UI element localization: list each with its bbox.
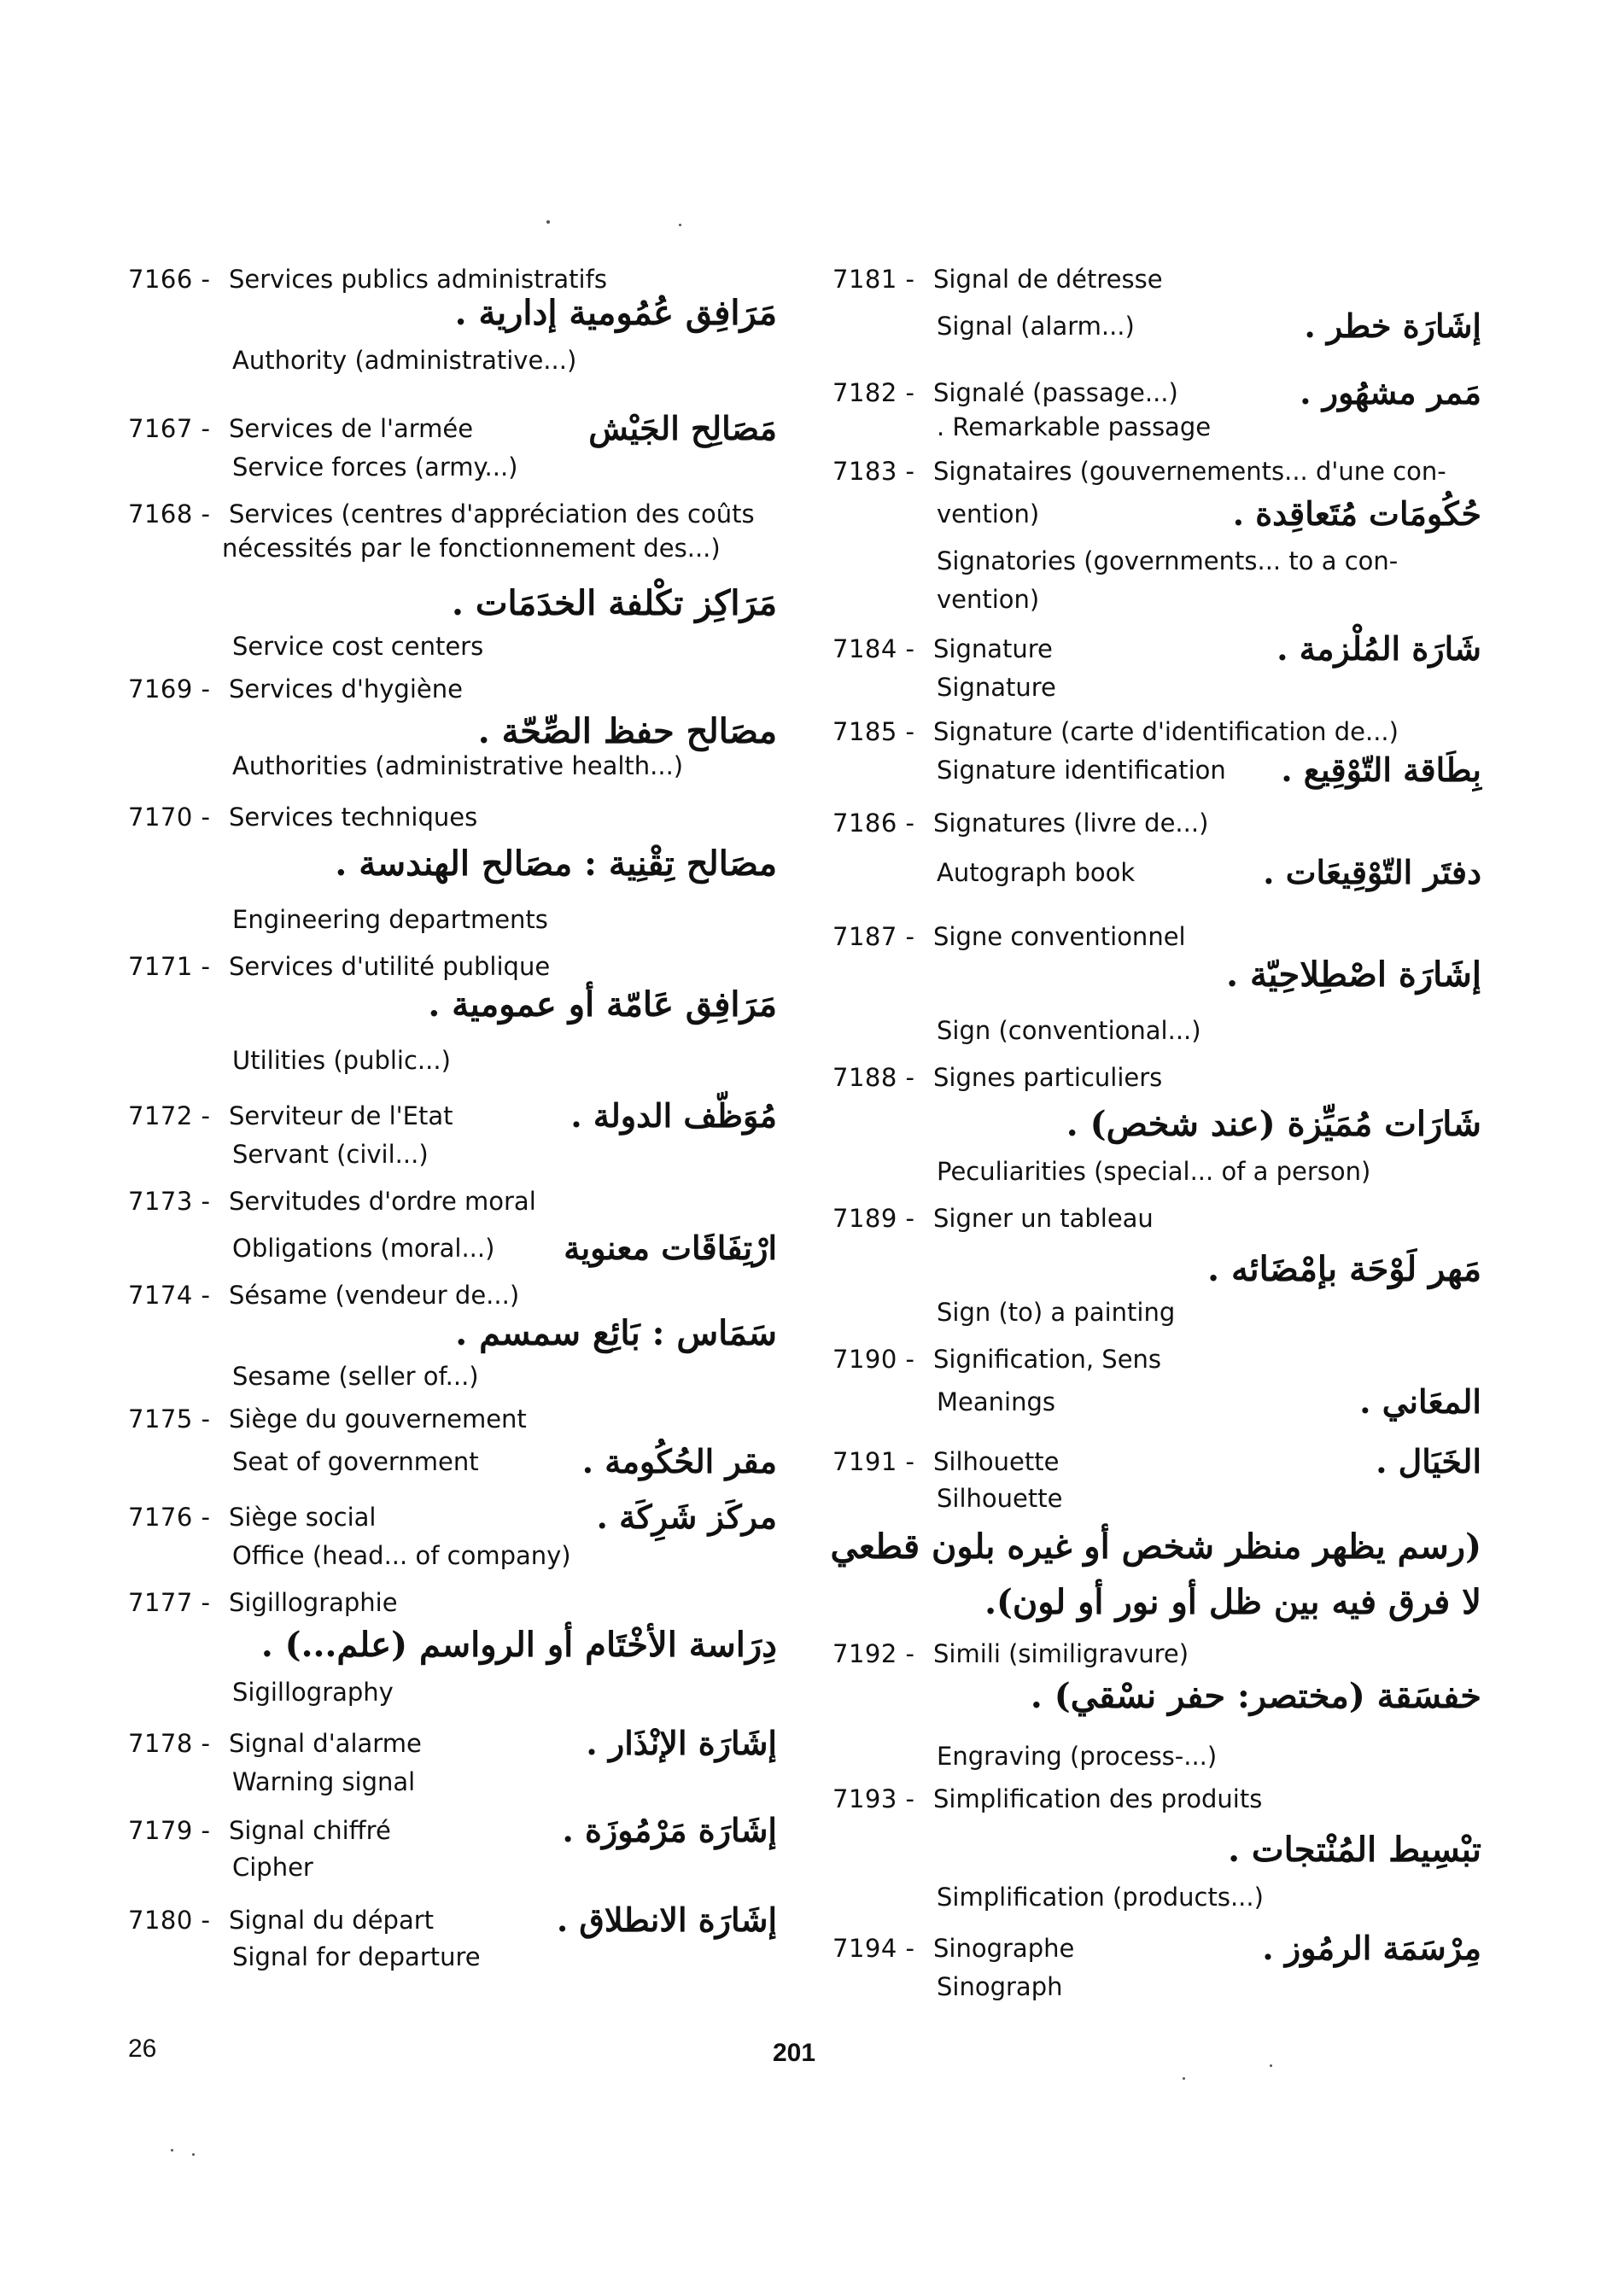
entry-headline [832, 1059, 1481, 1100]
entry-line [128, 1315, 777, 1356]
english-translation: Office (head... of company) [232, 1541, 571, 1570]
entry-line [128, 1673, 777, 1714]
entry-line [128, 342, 777, 382]
french-term: Siège social [229, 1503, 377, 1532]
arabic-translation: المعَاني . [1359, 1382, 1481, 1421]
english-translation: Service cost centers [232, 632, 484, 661]
english-translation: Sesame (seller of...) [232, 1362, 479, 1391]
entry-line [128, 529, 777, 570]
entry-line [832, 495, 1481, 536]
french-term: Signer un tableau [933, 1204, 1154, 1233]
entry-number: 7184 - [832, 634, 915, 663]
entry-line [128, 1358, 777, 1398]
entry-headline [128, 410, 777, 451]
english-translation: Cipher [232, 1853, 313, 1882]
english-translation: Authority (administrative...) [232, 346, 577, 375]
french-term: Signal d'alarme [229, 1729, 422, 1758]
french-term: Services d'hygiène [229, 674, 463, 704]
arabic-translation: مصَالح تِقْنِية : مصَالح الهندسة . [335, 844, 777, 884]
arabic-translation: خفسَقة (مختصر: حفر نسْقي) . [1030, 1676, 1481, 1716]
entry-number: 7190 - [832, 1345, 915, 1374]
arabic-translation: شَارَات مُمَيِّزة (عند شخص) . [1066, 1104, 1481, 1144]
entry-number: 7172 - [128, 1101, 211, 1130]
entry-line [832, 542, 1481, 583]
french-term: Siège du gouvernement [229, 1404, 527, 1433]
entry-headline [128, 1400, 777, 1441]
arabic-translation: إشَارَة الانطلاق . [556, 1901, 777, 1939]
entry-number: 7192 - [832, 1639, 915, 1668]
english-translation: . Remarkable passage [937, 412, 1212, 441]
entry-number: 7182 - [832, 378, 915, 407]
english-translation: Silhouette [937, 1484, 1063, 1513]
english-translation: Engraving (process-...) [937, 1742, 1218, 1771]
entry-line [832, 669, 1481, 709]
entry-line [832, 1012, 1481, 1053]
french-term: Services de l'armée [229, 414, 474, 443]
french-term: Sigillographie [229, 1588, 398, 1617]
entry-line [128, 295, 777, 336]
english-translation: Sign (to) a painting [937, 1298, 1176, 1327]
scan-speck [171, 2149, 173, 2152]
arabic-translation: بِطَاقة التّوْقِيع . [1281, 750, 1481, 789]
french-term: Signal du départ [229, 1906, 435, 1935]
english-translation: Signal for departure [232, 1942, 481, 1971]
arabic-translation: ارْتِفَاقَات معنوية [564, 1229, 777, 1267]
entry-number: 7174 - [128, 1281, 211, 1310]
english-translation: Obligations (moral...) [232, 1234, 495, 1263]
entry-number: 7179 - [128, 1816, 211, 1845]
arabic-translation: سَمَاس : بَائِع سمسم . [455, 1313, 777, 1353]
entry-number: 7183 - [832, 457, 915, 486]
french-term: Signal chiffré [229, 1816, 391, 1845]
english-translation: Service forces (army...) [232, 453, 518, 482]
entry-line [128, 1042, 777, 1083]
arabic-translation: دِرَاسة الأخْتَام أو الرواسم (علم...) . [260, 1625, 777, 1665]
english-translation: Simplification (products...) [937, 1883, 1264, 1912]
english-translation: Sinograph [937, 1972, 1063, 2001]
arabic-translation: مصَالح حفظ الصِّحّة . [477, 711, 777, 751]
english-translation: Meanings [937, 1387, 1055, 1416]
english-translation: Warning signal [232, 1767, 416, 1796]
arabic-translation: مركَز شَرِكَة . [596, 1498, 777, 1536]
entry-headline [128, 1182, 777, 1223]
entry-number: 7171 - [128, 952, 211, 981]
entry-headline [128, 1498, 777, 1539]
scan-speck [546, 220, 550, 224]
scan-speck [679, 224, 681, 226]
entry-headline [128, 1276, 777, 1317]
folio-left: 26 [128, 2035, 157, 2063]
entry-headline [832, 1443, 1481, 1484]
french-term: Signification, Sens [933, 1345, 1162, 1374]
french-term: Services d'utilité publique [229, 952, 551, 981]
entry-headline [128, 1812, 777, 1853]
french-term: Services (centres d'appréciation des coûts [229, 499, 755, 528]
entry-line [128, 845, 777, 886]
entry-line [832, 854, 1481, 895]
entry-line [832, 956, 1481, 997]
arabic-translation: الخَيَال . [1376, 1442, 1481, 1480]
entry-line [832, 1153, 1481, 1194]
arabic-translation: (رسم يظهر منظر شخص أو غيره بلون قطعي [830, 1527, 1481, 1567]
entry-number: 7175 - [128, 1404, 211, 1433]
entry-line [832, 307, 1481, 348]
french-term: Signes particuliers [933, 1063, 1163, 1092]
entry-line [832, 1831, 1481, 1872]
english-translation: Signature [937, 673, 1056, 702]
arabic-translation: مَمر مشهُور . [1300, 373, 1481, 412]
entry-headline [832, 260, 1481, 301]
english-translation: Utilities (public...) [232, 1046, 451, 1075]
arabic-translation: حُكُومَات مُتَعاقِدة . [1232, 494, 1481, 533]
entry-headline [832, 1635, 1481, 1676]
arabic-translation: إشَارَة اصْطِلاحِيّة . [1226, 955, 1481, 995]
arabic-translation: مَرَاكِز تكْلفة الخدَمَات . [452, 583, 777, 623]
french-term: Signatures (livre de...) [933, 809, 1209, 838]
french-term: Serviteur de l'Etat [229, 1101, 453, 1130]
entry-headline [832, 453, 1481, 493]
entry-line [832, 1737, 1481, 1778]
entry-line [128, 1443, 777, 1484]
entry-line [128, 1229, 777, 1270]
arabic-translation: إشَارَة الإنْذَار . [586, 1724, 777, 1762]
entry-headline [832, 630, 1481, 671]
english-translation: Autograph book [937, 858, 1136, 887]
english-translation: Servant (civil...) [232, 1140, 429, 1169]
entry-headline [128, 1725, 777, 1766]
entry-line [128, 986, 777, 1027]
french-term: Servitudes d'ordre moral [229, 1187, 536, 1216]
entry-number: 7178 - [128, 1729, 211, 1758]
entry-line [832, 1968, 1481, 2009]
page-number: 201 [773, 2039, 816, 2067]
entry-line [832, 1293, 1481, 1334]
english-translation: vention) [937, 499, 1040, 528]
entry-headline [832, 1200, 1481, 1241]
entry-line [128, 448, 777, 489]
entry-number: 7176 - [128, 1503, 211, 1532]
arabic-translation: مِرْسَمَة الرمُوز . [1262, 1929, 1481, 1967]
entry-headline [128, 798, 777, 839]
entry-number: 7191 - [832, 1447, 915, 1476]
entry-number: 7185 - [832, 717, 915, 746]
entry-headline [832, 1780, 1481, 1821]
entry-line [832, 1251, 1481, 1292]
french-term: Sésame (vendeur de...) [229, 1281, 520, 1310]
entry-number: 7194 - [832, 1934, 915, 1963]
english-translation: Engineering departments [232, 905, 548, 934]
entry-line [128, 1938, 777, 1979]
french-term: Services techniques [229, 803, 478, 832]
entry-line [128, 901, 777, 942]
entry-line [832, 1383, 1481, 1424]
french-term: Signature [933, 634, 1053, 663]
entry-number: 7193 - [832, 1784, 915, 1813]
english-translation: Signal (alarm...) [937, 312, 1135, 341]
entry-line [832, 1528, 1481, 1569]
entry-number: 7170 - [128, 803, 211, 832]
entry-headline [832, 918, 1481, 959]
entry-line [832, 1878, 1481, 1919]
english-translation: vention) [937, 585, 1040, 614]
entry-line [128, 1848, 777, 1889]
entry-headline [832, 713, 1481, 754]
arabic-translation: لا فرق فيه بين ظل أو نور أو لون). [984, 1582, 1481, 1622]
entry-number: 7167 - [128, 414, 211, 443]
french-term: Signe conventionnel [933, 922, 1186, 951]
french-term: Simili (similigravure) [933, 1639, 1189, 1668]
arabic-translation: مَصَالِح الجَيْش [588, 409, 777, 447]
entry-number: 7186 - [832, 809, 915, 838]
entry-number: 7173 - [128, 1187, 211, 1216]
arabic-translation: مَرَافِق عَامّة أو عمومية . [428, 984, 777, 1025]
entry-headline [128, 1901, 777, 1942]
arabic-translation: إشَارَة خطر . [1304, 307, 1481, 345]
entry-number: 7177 - [128, 1588, 211, 1617]
entry-number: 7168 - [128, 499, 211, 528]
arabic-translation: شَارَة المُلْزمة . [1276, 629, 1481, 668]
arabic-translation: إشَارَة مَرْمُوزَة . [562, 1811, 777, 1849]
english-translation: Signature identification [937, 756, 1226, 785]
french-term: Silhouette [933, 1447, 1060, 1476]
scan-speck [1183, 2077, 1185, 2080]
entry-headline [832, 1930, 1481, 1971]
french-term: Services publics administratifs [229, 265, 607, 294]
entry-number: 7189 - [832, 1204, 915, 1233]
english-translation: Authorities (administrative health...) [232, 751, 684, 780]
arabic-translation: مَهر لَوْحَة بإمْضَائه . [1207, 1249, 1481, 1289]
entry-headline [832, 804, 1481, 845]
entry-line [832, 751, 1481, 792]
entry-headline [832, 1340, 1481, 1381]
entry-headline [128, 1097, 777, 1138]
entry-headline [128, 948, 777, 989]
english-translation: Seat of government [232, 1447, 479, 1476]
entry-line [128, 1136, 777, 1177]
french-term: Sinographe [933, 1934, 1075, 1963]
french-term: Signataires (gouvernements... d'une con- [933, 457, 1446, 486]
arabic-translation: مُوَظّف الدولة . [570, 1096, 777, 1135]
entry-headline [128, 670, 777, 711]
entry-number: 7166 - [128, 265, 211, 294]
entry-line [832, 581, 1481, 622]
entry-number: 7181 - [832, 265, 915, 294]
french-term: Signalé (passage...) [933, 378, 1178, 407]
entry-number: 7188 - [832, 1063, 915, 1092]
entry-line [128, 585, 777, 626]
french-term: Signature (carte d'identification de...) [933, 717, 1399, 746]
entry-line [832, 1584, 1481, 1625]
entry-line [832, 1678, 1481, 1719]
arabic-translation: مَرَافِق عُمُومية إدارية . [454, 293, 777, 333]
english-translation: Sigillography [232, 1678, 394, 1707]
english-translation: Sign (conventional...) [937, 1016, 1201, 1045]
arabic-translation: مقر الحُكُومة . [581, 1442, 777, 1480]
entry-line [832, 1480, 1481, 1521]
french-term: Simplification des produits [933, 1784, 1263, 1813]
entry-number: 7187 - [832, 922, 915, 951]
arabic-translation: دفتَر التّوْقِيعَات . [1263, 853, 1481, 891]
french-term: Signal de détresse [933, 265, 1163, 294]
french-term-continuation: nécessités par le fonctionnement des...) [222, 534, 721, 563]
entry-number: 7169 - [128, 674, 211, 704]
english-translation: Signatories (governments... to a con- [937, 546, 1399, 575]
entry-headline [128, 1584, 777, 1625]
entry-line [128, 747, 777, 788]
entry-line [832, 408, 1481, 449]
entry-line [128, 1626, 777, 1667]
arabic-translation: تبْسِيط المُنْتجات . [1228, 1830, 1481, 1870]
english-translation: Peculiarities (special... of a person) [937, 1157, 1371, 1186]
scan-speck [1270, 2064, 1272, 2067]
entry-line [128, 628, 777, 669]
entry-line [128, 1537, 777, 1578]
entry-line [832, 1106, 1481, 1147]
scan-speck [192, 2153, 195, 2156]
entry-line [128, 1763, 777, 1804]
entry-number: 7180 - [128, 1906, 211, 1935]
